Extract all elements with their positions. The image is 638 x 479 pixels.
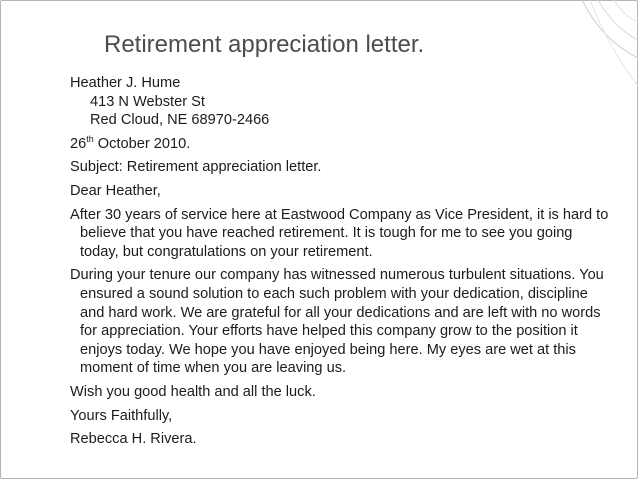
date-rest: October 2010. bbox=[93, 135, 191, 152]
address-line-1: 413 N Webster St bbox=[90, 93, 205, 110]
letter-subject: Subject: Retirement appreciation letter. bbox=[70, 159, 322, 176]
date-suffix: th bbox=[86, 133, 94, 144]
address-line-2: Red Cloud, NE 68970-2466 bbox=[90, 112, 270, 129]
recipient-address bbox=[70, 74, 612, 130]
letter-date bbox=[70, 135, 612, 154]
letter-closing: Yours Faithfully, bbox=[70, 407, 173, 424]
letter-body bbox=[70, 74, 612, 454]
date-day: 26 bbox=[70, 135, 87, 152]
letter-paragraph-2: During your tenure our company has witnessed numerous turbulent situations. You ensured a sound solution to each such problem with your dedication, discipline and hard work. We are grateful for all your dedications and are left with no words for appreciation. Your efforts have helped this company grow to the position it enjoys today. We hope you have enjoyed being here. My eyes are wet at this moment of time when you are leaving us. bbox=[70, 267, 604, 377]
letter-wish: Wish you good health and all the luck. bbox=[70, 383, 316, 400]
letter-signature: Rebecca H. Rivera. bbox=[70, 431, 197, 448]
letter-salutation: Dear Heather, bbox=[70, 182, 161, 199]
letter-paragraph-1: After 30 years of service here at Eastwood Company as Vice President, it is hard to believe that you have reached retirement. It is tough for me to see you going today, but congratulations on your retirement. bbox=[70, 206, 609, 260]
recipient-name: Heather J. Hume bbox=[70, 75, 181, 91]
slide-title: Retirement appreciation letter. bbox=[104, 31, 425, 58]
